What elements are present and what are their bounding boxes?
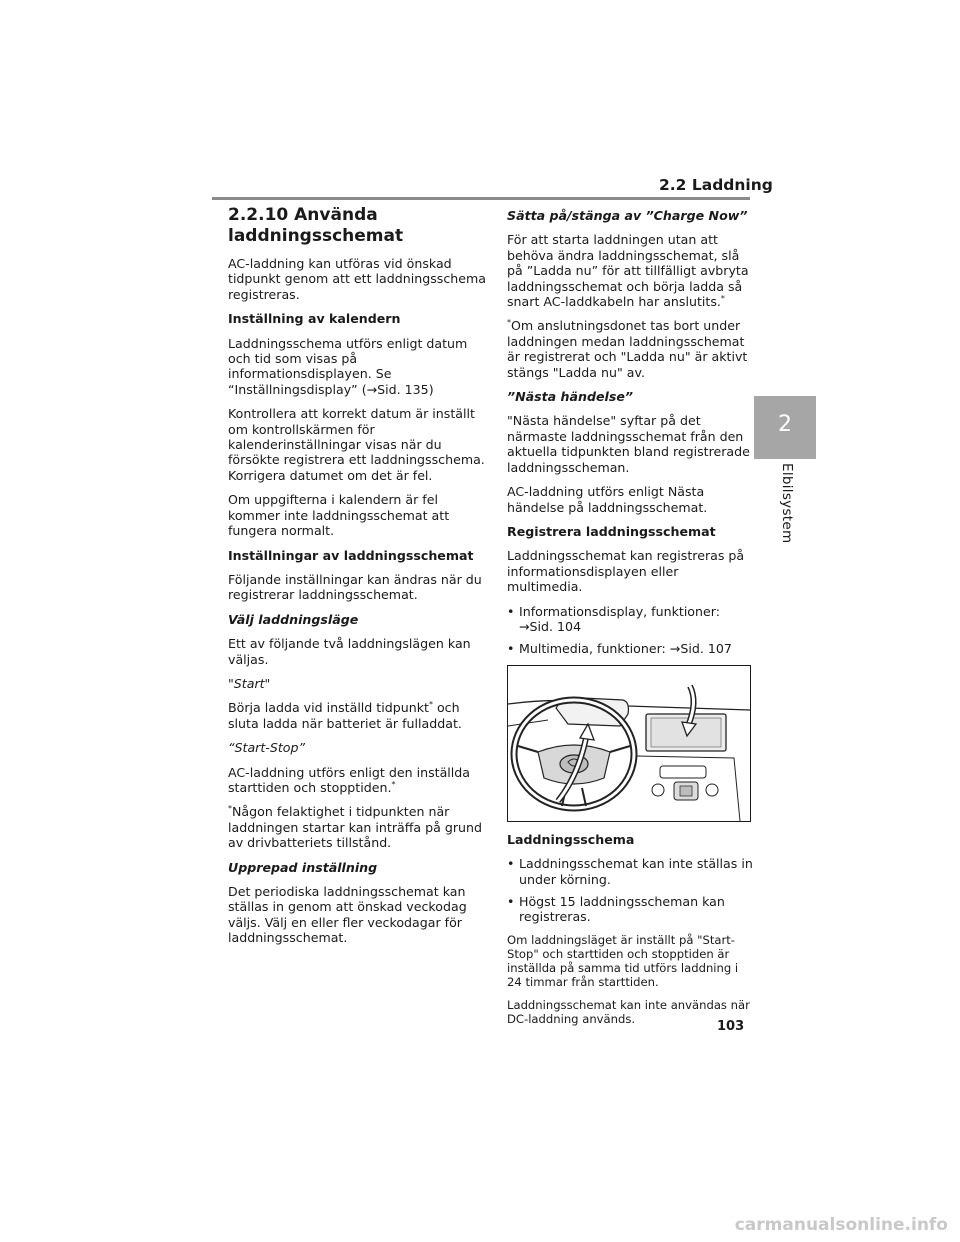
header-rule bbox=[212, 197, 750, 200]
page-heading: 2.2.10 Använda laddningsschemat bbox=[228, 205, 404, 246]
start-label: "Start" bbox=[228, 675, 271, 691]
svg-text:carmanualsonline.info: carmanualsonline.info bbox=[734, 1215, 948, 1235]
next-event-paragraph-2: AC-laddning utförs enligt Nästa händelse på laddningsschemat. bbox=[507, 484, 708, 515]
schedule-note-1: Om laddningsläget är inställt på "Start-Stop" och starttiden och stopptiden är inställda på samma tid utförs laddning i 24 timmar från starttiden. bbox=[507, 932, 739, 989]
mode-heading: Välj laddningsläge bbox=[228, 611, 359, 627]
start-stop-description: AC-laddning utförs enligt den inställda starttiden och stopptiden.* bbox=[228, 764, 470, 795]
next-event-paragraph-1: "Nästa händelse" syftar på det närmaste laddningsschemat från den aktuella tidpunkten bland registrerade laddningsscheman. bbox=[507, 413, 750, 475]
repeat-paragraph: Det periodiska laddningsschemat kan ställas in genom att önskad veckodag väljs. Välj en eller fler veckodagar för laddningsschemat. bbox=[228, 884, 467, 946]
start-description: Börja ladda vid inställd tidpunkt* och sluta ladda när batteriet är fulladdat. bbox=[228, 700, 462, 731]
schedule-heading: Laddningsschema bbox=[507, 831, 635, 847]
left-column bbox=[228, 205, 490, 955]
section-title: 2.2 Laddning bbox=[659, 176, 773, 194]
charge-now-note: *Om anslutningsdonet tas bort under laddningen medan laddningsschemat är registrerat och "Ladda nu" är aktivt stängs "Ladda nu" av. bbox=[507, 318, 748, 380]
chapter-label: Elbilsystem bbox=[779, 463, 795, 544]
list-item: • Högst 15 laddningsscheman kan registreras. bbox=[507, 893, 725, 925]
list-item: • Multimedia, funktioner: →Sid. 107 bbox=[507, 641, 732, 657]
schedule-list bbox=[507, 856, 753, 925]
footnote-mark: * bbox=[391, 779, 396, 789]
register-heading: Registrera laddningsschemat bbox=[507, 523, 716, 539]
calendar-paragraph-1: Laddningsschema utförs enligt datum och tid som visas på informationsdisplayen. Se “Inställningsdisplay” (→Sid. 135) bbox=[228, 335, 468, 397]
calendar-paragraph-2: Kontrollera att korrekt datum är inställt om kontrollskärmen för kalenderinställningar visas när du försökte registrera ett laddningsschema. Korrigera datumet om det är fel. bbox=[228, 406, 485, 483]
calendar-paragraph-3: Om uppgifterna i kalendern är fel kommer inte laddningsschemat att fungera normalt. bbox=[228, 492, 450, 539]
footnote: *Någon felaktighet i tidpunkten när laddningen startar kan inträffa på grund av drivbatteriets tillstånd. bbox=[228, 804, 482, 851]
mode-paragraph: Ett av följande två laddningslägen kan väljas. bbox=[228, 636, 471, 667]
charge-now-paragraph: För att starta laddningen utan att behöva ändra laddningsschemat, slå på ”Ladda nu” för att tillfälligt avbryta laddningsschemat och börja ladda så snart AC-laddkabeln har anslutits.* bbox=[507, 232, 749, 310]
intro-paragraph: AC-laddning kan utföras vid önskad tidpunkt genom att ett laddningsschema registreras. bbox=[228, 256, 486, 302]
list-item: • Informationsdisplay, funktioner: →Sid. 104 bbox=[507, 603, 720, 634]
footnote-mark: * bbox=[428, 700, 433, 710]
dashboard-illustration bbox=[507, 665, 751, 822]
start-stop-label: “Start-Stop” bbox=[228, 740, 305, 756]
repeat-heading: Upprepad inställning bbox=[228, 859, 378, 875]
page-number: 103 bbox=[717, 1019, 745, 1034]
register-paragraph: Laddningsschemat kan registreras på informationsdisplayen eller multimedia. bbox=[507, 548, 745, 595]
calendar-heading: Inställning av kalendern bbox=[228, 311, 401, 327]
register-list bbox=[507, 604, 753, 657]
next-event-heading: ”Nästa händelse” bbox=[507, 389, 633, 405]
watermark-logo bbox=[710, 1212, 950, 1236]
settings-heading: Inställningar av laddningsschemat bbox=[228, 547, 474, 563]
chapter-number: 2 bbox=[778, 412, 792, 437]
settings-paragraph: Följande inställningar kan ändras när du registrerar laddningsschemat. bbox=[228, 571, 482, 603]
charge-now-heading: Sätta på/stänga av ”Charge Now” bbox=[507, 208, 748, 223]
right-column bbox=[507, 208, 753, 1035]
list-item: • Laddningsschemat kan inte ställas in under körning. bbox=[507, 856, 753, 887]
schedule-note-2: Laddningsschemat kan inte användas när DC-laddning används. bbox=[507, 997, 750, 1026]
